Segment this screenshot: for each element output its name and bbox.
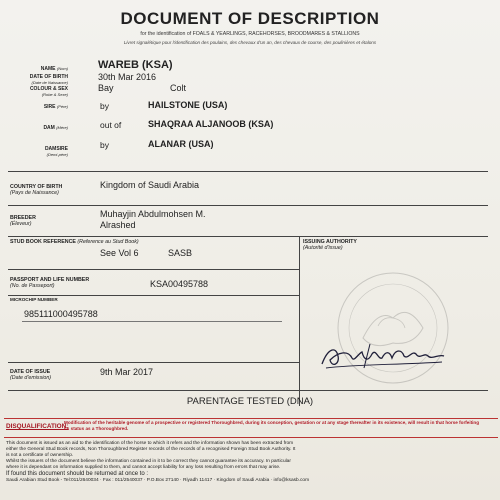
damsire-relation: by bbox=[100, 140, 109, 150]
breeder-line2: Alrashed bbox=[100, 220, 136, 230]
dob-label: DATE OF BIRTH (Date de Naissance) bbox=[29, 74, 68, 85]
column-divider bbox=[299, 236, 300, 406]
breeder-label: BREEDER (Éleveur) bbox=[10, 215, 36, 227]
microchip-underline bbox=[22, 321, 282, 322]
document-subtitle-fr: Livret signalétique pour l'identification des poulains, des chevaux d'un an, des chevaux de course, des poulinières et étalons bbox=[123, 40, 377, 45]
footer-notice bbox=[6, 441, 496, 484]
damsire-label: DAMSIRE (Demi-père) bbox=[44, 146, 68, 157]
footer-line: where it is dependant on information supplied to them, and cannot accept liability for any loss resulting from errors that may arise. bbox=[6, 465, 281, 471]
issuing-authority-label: ISSUING AUTHORITY (Autorité d'issue) bbox=[303, 239, 357, 251]
microchip-label: MICROCHIP NUMBER bbox=[10, 297, 58, 302]
stud-book-vol: See Vol 6 bbox=[100, 248, 139, 258]
sex-value: Colt bbox=[170, 83, 187, 93]
colour-value: Bay bbox=[98, 83, 114, 93]
parentage-tested: PARENTAGE TESTED (DNA) bbox=[186, 396, 314, 407]
dam-label: DAM (Mère) bbox=[43, 125, 68, 131]
disqualification-text: Modification of the heritable genome of a prospective or registered Thoroughbred, during its conception, gestation or at any stage thereafter in its existence, will result in that horse forfeiting its status as a Thoroughbred. bbox=[64, 420, 480, 431]
passport-label: PASSPORT AND LIFE NUMBER (No. de Passeport) bbox=[10, 277, 90, 289]
microchip-number: 985111000495788 bbox=[24, 309, 98, 319]
divider bbox=[8, 362, 299, 363]
footer-line: If found this document should be returned at once to : bbox=[6, 471, 149, 478]
sire-relation: by bbox=[100, 101, 109, 111]
sire-name: HAILSTONE (USA) bbox=[148, 100, 228, 110]
breeder-line1: Muhayjin Abdulmohsen M. bbox=[100, 209, 206, 219]
divider bbox=[8, 171, 488, 172]
footer-line: is not a certificate of ownership. bbox=[6, 453, 74, 459]
divider bbox=[8, 205, 488, 206]
sire-label: SIRE (Père) bbox=[43, 104, 68, 110]
footer-contact-line: Saudi Arabian Stud Book - Tel:011/2640034 · Fax : 011/2540037 · P.O.Box 27140 · Riyadh 11417 · Kingdom of Saudi Arabia · info@ksasb.com bbox=[6, 477, 310, 483]
stud-book-label: STUD BOOK REFERENCE (Reference au Stud Book) bbox=[10, 239, 139, 245]
horse-name: WAREB (KSA) bbox=[98, 59, 173, 71]
divider bbox=[8, 236, 488, 237]
damsire-name: ALANAR (USA) bbox=[148, 139, 214, 149]
footer-line: This document is issued as an aid to the identification of the horse to which it refers and the information shown has been extracted from bbox=[6, 441, 294, 446]
divider bbox=[8, 390, 488, 391]
name-label: NAME (Nom) bbox=[40, 66, 68, 72]
issue-date-label: DATE OF ISSUE (Date d'emission) bbox=[10, 369, 52, 381]
country-label: COUNTRY OF BIRTH (Pays de Naissance) bbox=[10, 184, 63, 196]
dam-name: SHAQRAA ALJANOOB (KSA) bbox=[148, 119, 274, 129]
divider bbox=[8, 295, 299, 296]
footer-line: either the General Stud Book records, Non Thoroughbred Register records of the records of a recognised Foreign Stud Book Authority. It bbox=[6, 447, 296, 453]
disqualification-label: DISQUALIFICATION: bbox=[6, 423, 69, 430]
country-of-birth: Kingdom of Saudi Arabia bbox=[100, 180, 200, 190]
stud-book-name: SASB bbox=[168, 248, 193, 258]
passport-number: KSA00495788 bbox=[150, 279, 209, 289]
footer-line: Whilst the issuers of the document believe the information contained in it to be correct they cannot guarantee its accuracy. In particular bbox=[6, 459, 291, 465]
colour-label: COLOUR & SEX (Robe & Sexe) bbox=[29, 86, 68, 97]
document-subtitle: for the identification of FOALS & YEARLINGS, RACEHORSES, BROODMARES & STALLIONS bbox=[140, 31, 360, 37]
divider bbox=[8, 269, 299, 270]
document-title: DOCUMENT OF DESCRIPTION bbox=[120, 9, 380, 28]
issue-date: 9th Mar 2017 bbox=[100, 367, 154, 377]
date-of-birth: 30th Mar 2016 bbox=[98, 72, 157, 82]
dam-relation: out of bbox=[100, 120, 122, 130]
authority-signature bbox=[318, 338, 448, 372]
